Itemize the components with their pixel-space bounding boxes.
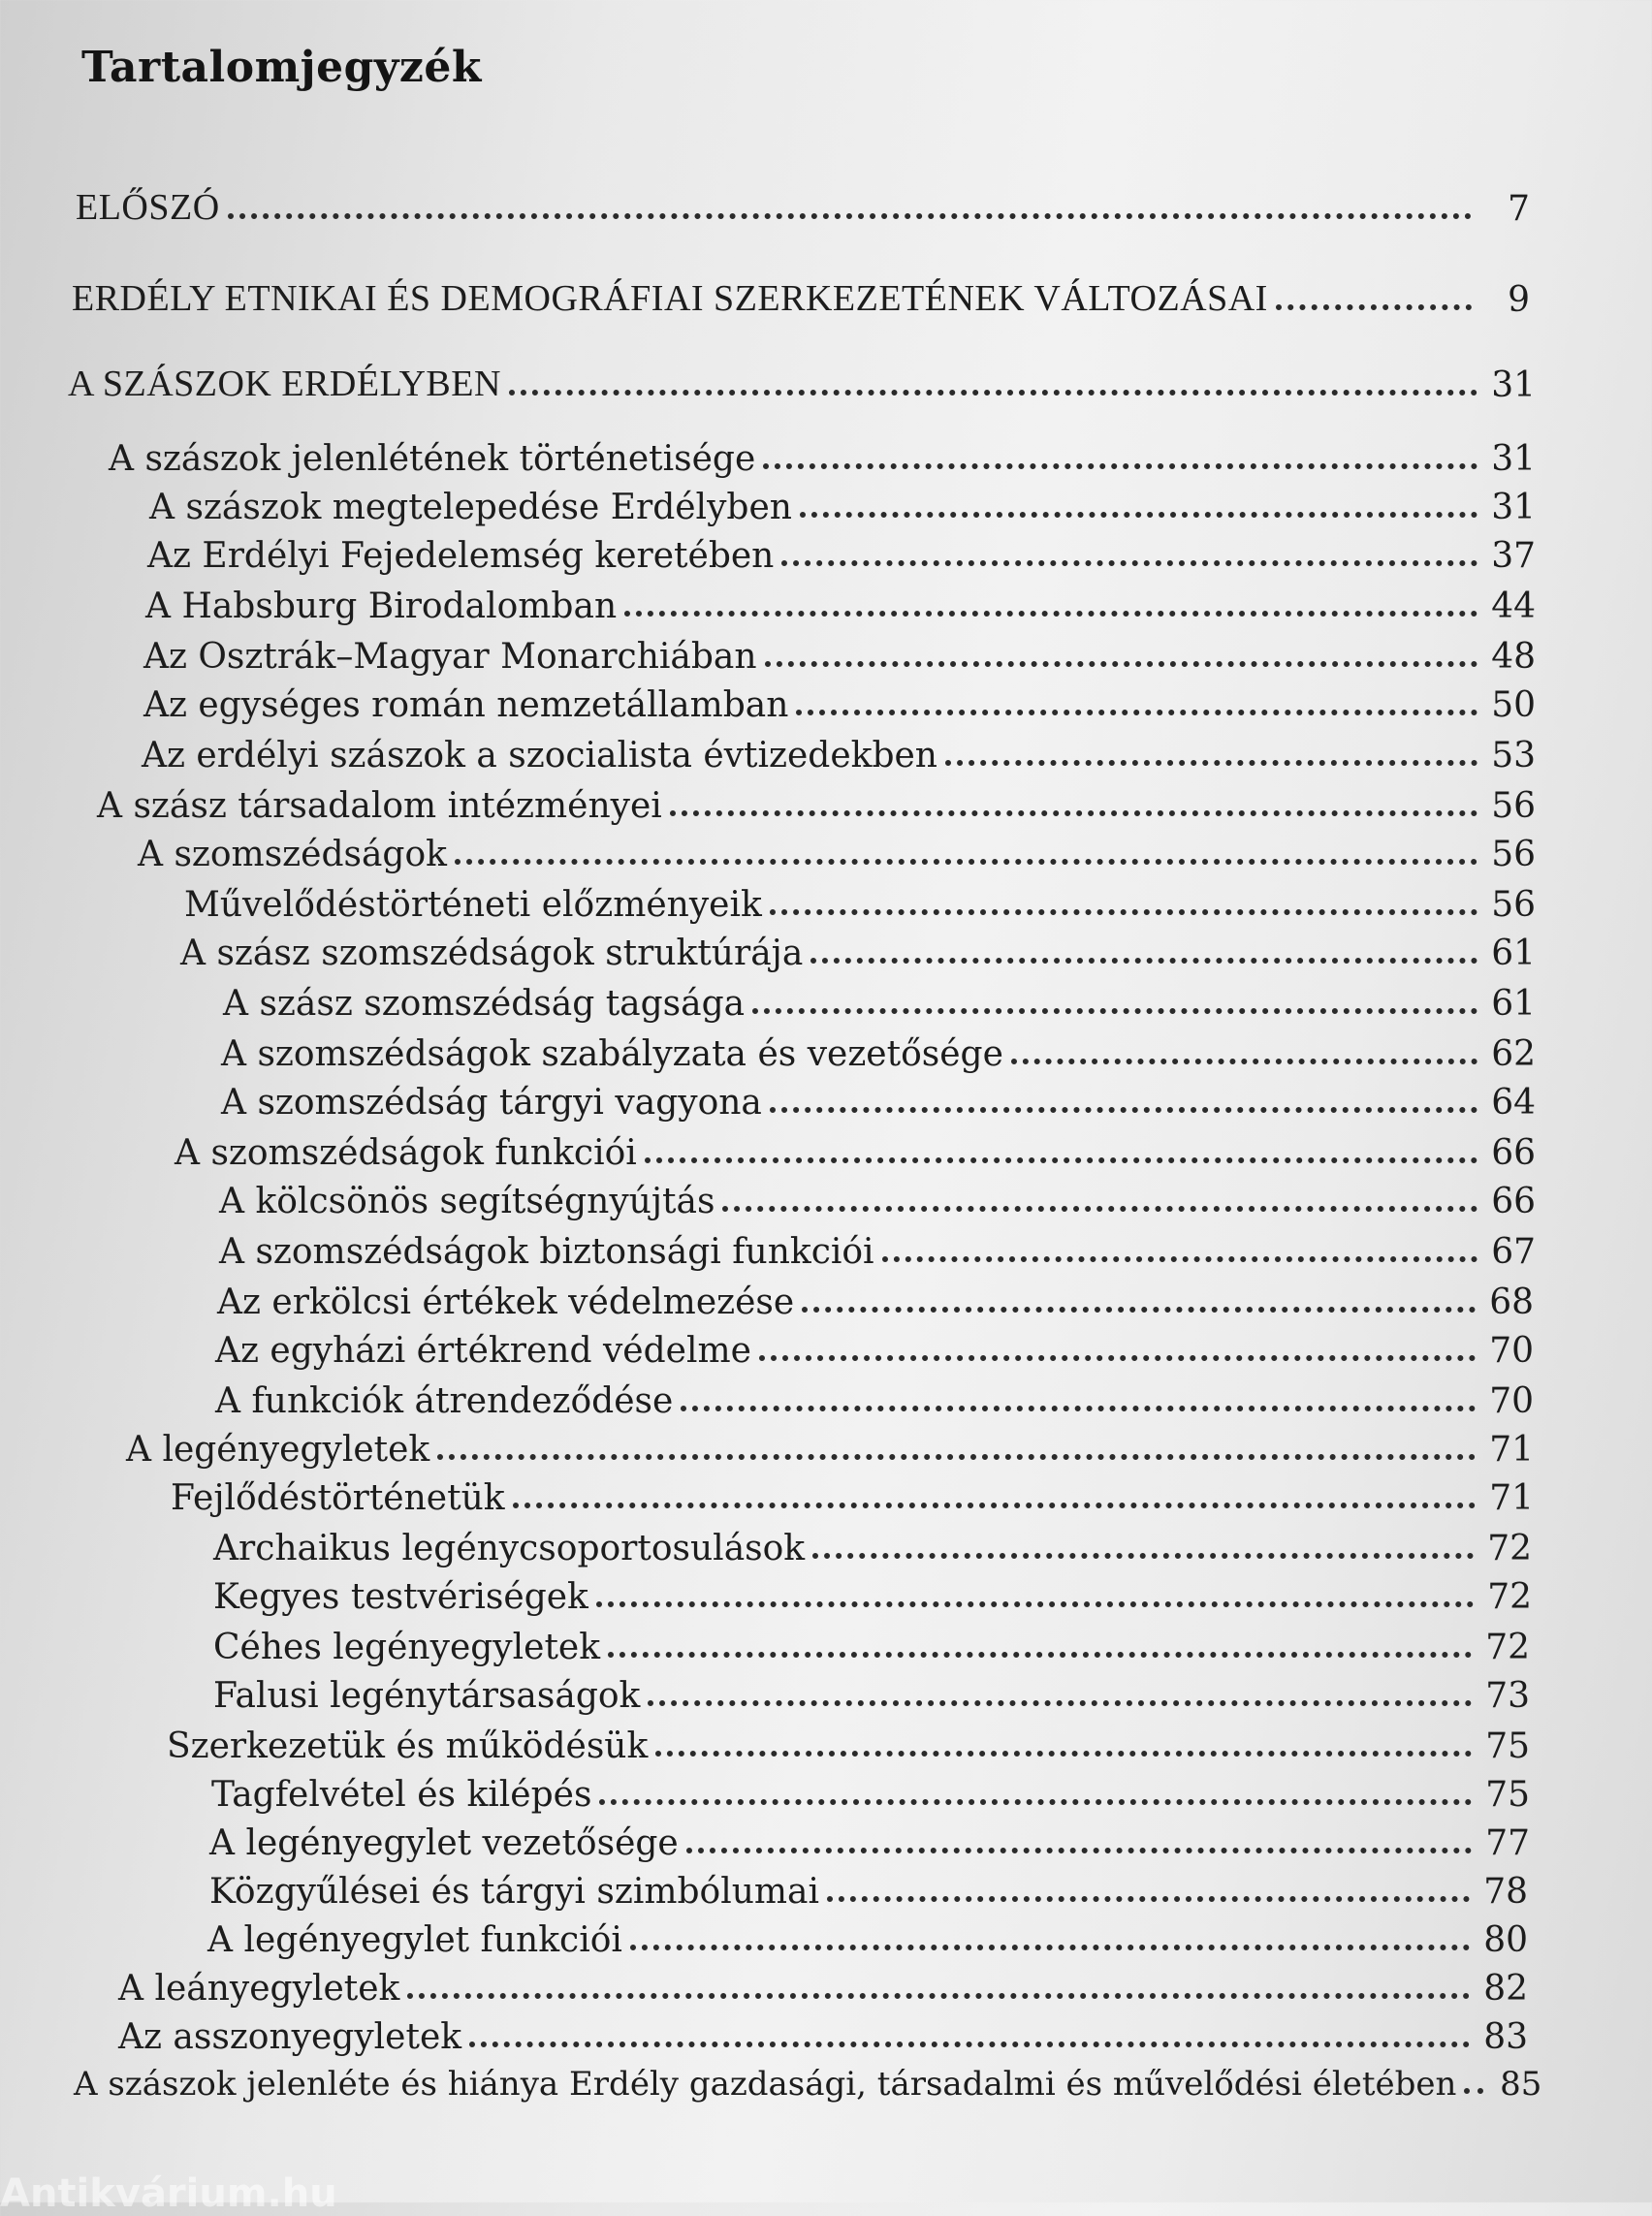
toc-entry [143,632,1536,677]
leader-dots [670,810,1477,816]
leader-dots [437,1454,1476,1460]
leader-dots [770,1107,1477,1113]
leader-dots [759,1355,1476,1361]
leader-dots [655,1751,1472,1757]
toc-entry-label: A szászok megtelepedése Erdélyben [149,488,792,527]
toc-entry-page: 70 [1489,1381,1534,1421]
toc-entry [211,1770,1530,1815]
toc-entry-label: Közgyűlései és tárgyi szimbólumai [209,1872,820,1912]
watermark-logo: Antikvárium.hu [0,2171,337,2216]
toc-entry [138,830,1536,874]
toc-entry-page: 72 [1487,1577,1532,1617]
toc-entry-label: A legényegylet funkciói [207,1920,622,1960]
toc-entry-page: 56 [1491,835,1536,874]
toc-entry [147,531,1536,576]
toc-entry [207,1915,1528,1960]
leader-dots [763,463,1477,469]
leader-dots [1011,1059,1477,1064]
leader-dots [722,1206,1477,1212]
leader-dots [513,1503,1476,1508]
toc-entry-page: 72 [1487,1529,1532,1568]
leader-dots [796,710,1477,715]
toc-entry-page: 56 [1491,786,1536,826]
toc-entry-label: A Habsburg Birodalomban [145,586,618,626]
leader-dots [810,958,1477,964]
toc-entry [215,1377,1534,1421]
leader-dots [802,1307,1476,1313]
toc-entry-page: 9 [1508,280,1530,320]
leader-dots [827,1896,1470,1902]
toc-entry [167,1722,1530,1766]
toc-entry-page: 61 [1491,934,1536,973]
toc-entry-page: 77 [1485,1823,1530,1863]
leader-dots [630,1945,1470,1950]
toc-entry-page: 31 [1491,488,1536,527]
leader-dots [681,1406,1476,1411]
toc-entry-label: A funkciók átrendeződése [215,1381,674,1421]
toc-entry [223,979,1536,1024]
toc-entry-label: Az Osztrák–Magyar Monarchiában [143,637,757,677]
toc-entry [68,361,1536,405]
toc-entry-label: Az erdélyi szászok a szocialista évtizedekben [142,736,937,776]
toc-entry-page: 78 [1483,1872,1528,1912]
toc-entry-page: 53 [1491,736,1536,776]
toc-entry-label: A szászok jelenléte és hiánya Erdély gazdasági, társadalmi és művelődési életében [74,2065,1457,2104]
toc-entry [219,1227,1536,1272]
toc-entry [126,1425,1534,1470]
leader-dots [770,909,1477,915]
toc-entry [213,1623,1530,1667]
toc-entry [213,1572,1532,1617]
toc-entry [109,434,1536,479]
toc-entry [72,275,1530,320]
toc-entry-page: 75 [1485,1726,1530,1766]
toc-entry-page: 31 [1491,439,1536,479]
toc-entry [143,681,1536,725]
toc-entry-page: 48 [1491,637,1536,677]
toc-entry [118,1964,1528,2009]
toc-entry-page: 71 [1489,1478,1534,1518]
toc-entry [118,2012,1528,2057]
toc-entry-page: 44 [1491,586,1536,626]
toc-entry [175,1128,1536,1173]
toc-entry-page: 70 [1489,1331,1534,1371]
leader-dots [686,1848,1472,1853]
toc-entry-label: A szászok jelenlétének történetisége [109,439,756,479]
leader-dots [645,1157,1477,1163]
toc-entry-page: 37 [1491,536,1536,576]
toc-entry [171,1473,1534,1518]
toc-entry-label: A szász szomszédság tagsága [223,984,746,1024]
toc-entry-page: 67 [1491,1232,1536,1272]
toc-entry [221,1029,1536,1074]
leader-dots [1276,304,1472,310]
toc-entry [219,1177,1536,1221]
toc-entry [209,1867,1528,1912]
leader-dots [812,1553,1474,1559]
toc-entry-page: 75 [1485,1775,1530,1815]
toc-entry-label: Az asszonyegyletek [118,2017,462,2057]
toc-entry-label: Céhes legényegyletek [213,1628,601,1667]
leader-dots [624,611,1477,617]
toc-entry-label: Archaikus legénycsoportosulások [213,1529,806,1568]
leader-dots [608,1652,1472,1658]
toc-entry-page: 61 [1491,984,1536,1024]
toc-entry [180,929,1536,973]
toc-entry-label: Az egységes román nemzetállamban [143,685,789,725]
toc-entry-label: Fejlődéstörténetük [171,1478,505,1518]
toc-entry-label: A szász társadalom intézményei [97,786,662,826]
toc-entry-page: 7 [1508,189,1530,229]
toc-entry-label: A szomszédságok szabályzata és vezetősége [221,1034,1003,1074]
toc-entry-label: Művelődéstörténeti előzményeik [184,885,762,925]
toc-entry-label: Az Erdélyi Fejedelemség keretében [147,536,775,576]
leader-dots [509,390,1477,396]
leader-dots [765,661,1477,667]
toc-entry-page: 71 [1489,1430,1534,1470]
toc-entry [217,1278,1534,1322]
toc-entry-label: A szomszédságok [138,835,447,874]
toc-entry-page: 73 [1485,1676,1530,1716]
toc-entry-label: A kölcsönös segítségnyújtás [219,1182,715,1221]
toc-entry [142,731,1536,776]
toc-entry-label: Kegyes testvériségek [213,1577,588,1617]
toc-entry-label: A legényegyletek [126,1430,430,1470]
toc-entry-page: 68 [1489,1282,1534,1322]
toc-entry-label: A legényegylet vezetősége [209,1823,679,1863]
toc-entry-label: A szomszédság tárgyi vagyona [221,1083,762,1123]
toc-entry-page: 82 [1483,1969,1528,2009]
toc-entry [215,1326,1534,1371]
toc-entry-label: ELŐSZÓ [76,187,220,228]
toc-entry [74,2059,1542,2104]
leader-dots [800,512,1477,518]
toc-entry-label: Az erkölcsi értékek védelmezése [217,1282,795,1322]
leader-dots [1464,2088,1483,2094]
toc-entry [184,880,1536,925]
leader-dots [407,1993,1470,1999]
toc-entry-label: A szász szomszédságok struktúrája [180,934,804,973]
toc-entry-page: 85 [1500,2065,1542,2104]
toc-entry [149,483,1536,527]
leader-dots [228,213,1472,219]
leader-dots [596,1601,1474,1607]
leader-dots [455,859,1477,865]
page-title: Tartalomjegyzék [81,43,482,92]
toc-entry [221,1078,1536,1123]
toc-entry [145,582,1536,626]
leader-dots [945,760,1477,766]
toc-entry-page: 66 [1491,1133,1536,1173]
toc-entry-label: Tagfelvétel és kilépés [211,1775,592,1815]
leader-dots [781,560,1477,566]
toc-entry-label: A leányegyletek [118,1969,400,2009]
toc-entry-label: A szomszédságok funkciói [175,1133,637,1173]
toc-entry-page: 62 [1491,1034,1536,1074]
toc-entry-label: A szomszédságok biztonsági funkciói [219,1232,874,1272]
toc-entry-page: 50 [1491,685,1536,725]
leader-dots [648,1700,1472,1706]
toc-entry [97,781,1536,826]
toc-entry-label: Falusi legénytársaságok [213,1676,641,1716]
toc-entry-label: ERDÉLY ETNIKAI ÉS DEMOGRÁFIAI SZERKEZETÉNEK VÁLTOZÁSAI [72,278,1268,319]
toc-entry-page: 66 [1491,1182,1536,1221]
leader-dots [882,1256,1477,1262]
toc-entry [213,1524,1532,1568]
toc-entry [76,184,1530,229]
toc-entry-page: 31 [1491,365,1536,405]
toc-entry-page: 56 [1491,885,1536,925]
leader-dots [469,2042,1470,2047]
leader-dots [599,1799,1472,1805]
toc-entry-label: A SZÁSZOK ERDÉLYBEN [68,364,501,404]
toc-entry [213,1671,1530,1716]
toc-entry-label: Az egyházi értékrend védelme [215,1331,751,1371]
toc-entry-page: 83 [1483,2017,1528,2057]
toc-entry-page: 64 [1491,1083,1536,1123]
toc-entry-label: Szerkezetük és működésük [167,1726,649,1766]
toc-entry-page: 72 [1485,1628,1530,1667]
leader-dots [752,1008,1477,1014]
toc-entry [209,1819,1530,1863]
toc-entry-page: 80 [1483,1920,1528,1960]
